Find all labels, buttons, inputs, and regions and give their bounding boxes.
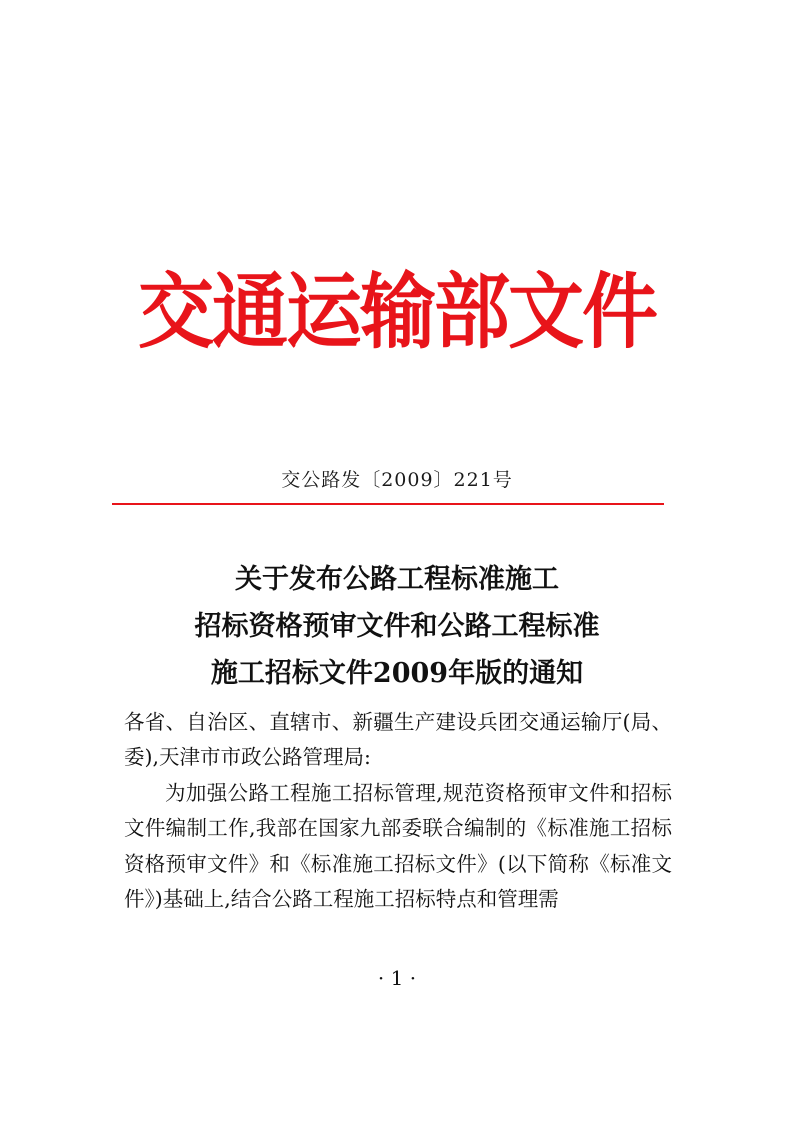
title-line-3: 施工招标文件2009年版的通知 bbox=[210, 658, 584, 689]
page-number: · 1 · bbox=[377, 966, 417, 990]
body-text bbox=[124, 705, 672, 917]
body-paragraph-1: 为加强公路工程施工招标管理,规范资格预审文件和招标文件编制工作,我部在国家九部委联合编制的《标准施工招标资格预审文件》和《标准施工招标文件》(以下简称《标准文件》)基础上,结合公路工程施工招标特点和管理需 bbox=[124, 780, 672, 912]
masthead-title: 交通运输部文件 bbox=[138, 263, 656, 360]
addressee-paragraph: 各省、自治区、直辖市、新疆生产建设兵团交通运输厅(局、委),天津市市政公路管理局: bbox=[124, 710, 672, 770]
red-divider-line bbox=[112, 503, 664, 505]
notice-title bbox=[0, 556, 794, 697]
document-number: 交公路发〔2009〕221号 bbox=[281, 469, 513, 491]
title-line-2: 招标资格预审文件和公路工程标准 bbox=[194, 611, 600, 642]
title-line-1: 关于发布公路工程标准施工 bbox=[235, 564, 559, 595]
